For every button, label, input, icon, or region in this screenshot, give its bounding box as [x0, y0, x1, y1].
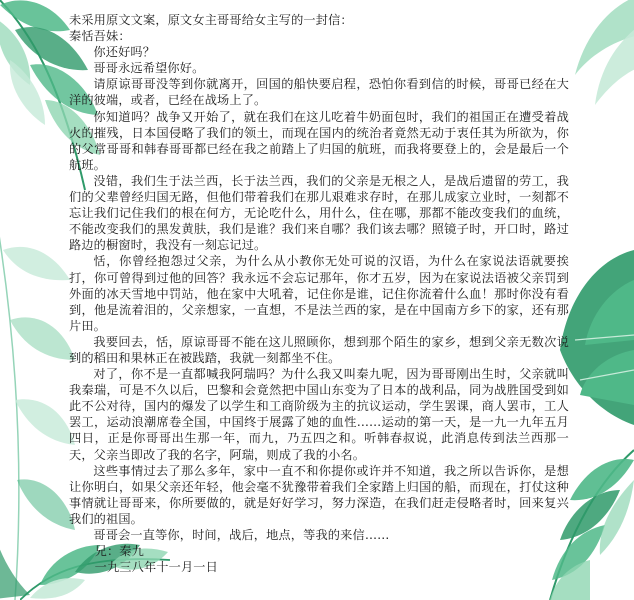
- letter-signature: 兄：秦九: [94, 544, 144, 559]
- letter-date: 一九三八年十一月一日: [94, 560, 218, 575]
- letter-salutation: 秦恬吾妹：: [69, 29, 131, 44]
- letter-body: [69, 12, 569, 575]
- letter-paragraph: 没错，我们生于法兰西，长于法兰西，我们的父亲是无根之人，是战后遗留的劳工，我们的父辈曾经归国无路，但他们带着我们在那儿艰难求存时，在那儿成家立业时，一刻都不忘让我们记住我们的根在何方，无论吃什么，用什么，住在哪，那都不能改变我们的血统，不能改变我们的黑发黄肤，我们是谁？我们来自哪？我们该去哪？照镜子时，开口时，路过路边的橱窗时，我没有一刻忘记过。: [69, 173, 569, 253]
- letter-paragraph: 这些事情过去了那么多年，家中一直不和你提你或许并不知道，我之所以告诉你，是想让你明白，如果父亲还年轻，他会毫不犹豫带着我们全家踏上归国的船，而现在，打仗这种事情就让哥哥来，你所要做的，就是好好学习，努力深造，在我们赶走侵略者时，回来复兴我们的祖国。: [69, 463, 569, 526]
- letter-paragraph: 我要回去，恬，原谅哥哥不能在这儿照顾你，想到那个陌生的家乡，想到父亲无数次说到的稻田和果林正在被践踏，我就一刻都坐不住。: [69, 334, 569, 365]
- letter-paragraph: 哥哥会一直等你，时间，战后，地点，等我的来信……: [93, 528, 390, 542]
- letter-greeting: 你还好吗？: [93, 45, 156, 60]
- letter-paragraph: 对了，你不是一直都喊我阿瑞吗？为什么我又叫秦九呢，因为哥哥刚出生时，父亲就叫我秦瑞，可是不久以后，巴黎和会竟然把中国山东变为了日本的战利品，同为战胜国受到如此不公对待，国内的爆发了以学生和工商阶级为主的抗议运动，学生罢课，商人罢市，工人罢工，运动浪潮席卷全国，中国终于展露了她的血性……运动的第一天，是一九一九年五月四日，正是你哥哥出生那一年，而九，乃五四之和。听韩春叔说，此消息传到法兰西那一天，父亲当即改了我的名字，阿瑞，则成了我的小名。: [69, 367, 569, 462]
- letter-paragraph: 你知道吗？战争又开始了，就在我们在这儿吃着牛奶面包时，我们的祖国正在遭受着战火的摧残，日本国侵略了我们的领土，而现在国内的统治者竟然无动于衷任其为所欲为，你的父常哥哥和韩春哥哥都已经在我之前踏上了归国的航班，而我将要登上的，会是最后一个航班。: [69, 109, 569, 172]
- letter-paragraph: 恬，你曾经抱怨过父亲，为什么从小教你无处可说的汉语，为什么在家说法语就要挨打，你可曾得到过他的回答？我永远不会忘记那年，你才五岁，因为在家说法语被父亲罚到外面的冰天雪地中罚站，他在家中大吼着，记住你是谁，记住你流着什么血！那时你没有看到，他是流着泪的，父亲想家，一直想，不是法兰西的家，是在中国南方乡下的家，还有那片田。: [69, 254, 569, 333]
- letter-greeting: 哥哥永远希望你好。: [93, 61, 205, 76]
- letter-note: 未采用原文文案，原文女主哥哥给女主写的一封信：: [69, 13, 353, 27]
- letter-paragraph: 请原谅哥哥没等到你就离开，回国的船快要启程，恐怕你看到信的时候，哥哥已经在大洋的彼端，或者，已经在战场上了。: [69, 77, 569, 108]
